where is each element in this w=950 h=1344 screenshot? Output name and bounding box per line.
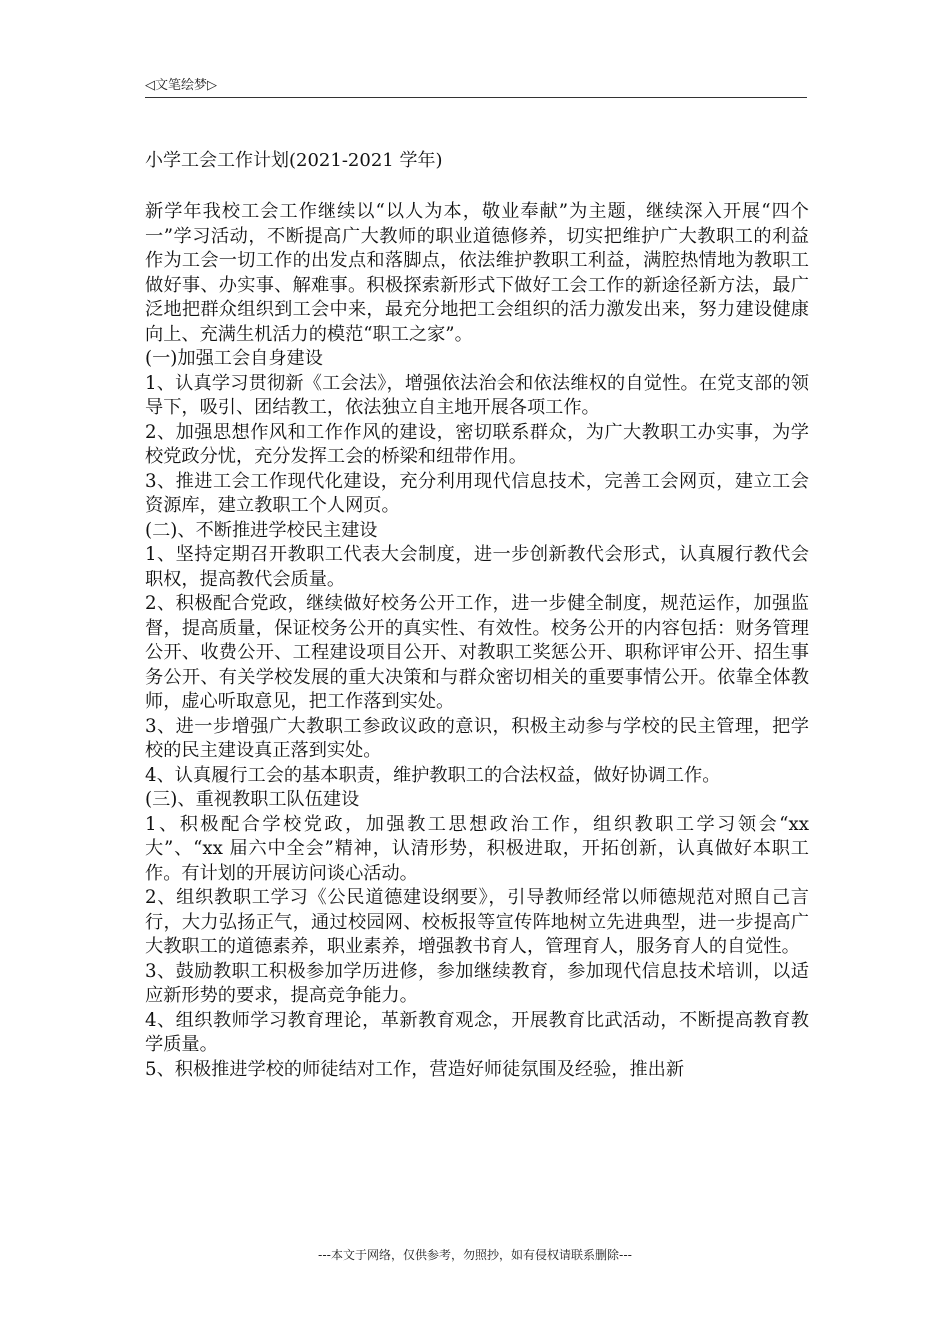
section-heading: (一)加强工会自身建设 [145,348,323,369]
page-footer: ---本文于网络，仅供参考，勿照抄，如有侵权请联系删除--- [318,1248,632,1262]
paragraph: 4、认真履行工会的基本职责，维护教职工的合法权益，做好协调工作。 [145,764,721,786]
paragraph: 2、组织教职工学习《公民道德建设纲要》，引导教师经常以师德规范对照自己言行，大力弘扬正气，通过校园网、校板报等宣传阵地树立先进典型，进一步提高广大教职工的道德素养，职业素养，增强教书育人，管理育人，服务育人的自觉性。 [145,887,809,957]
document-body [145,200,809,1082]
page-header: ◁文笔绘梦▷ [145,78,217,93]
section-heading: (三)、重视教职工队伍建设 [145,789,360,810]
paragraph: 4、组织教师学习教育理论，革新教育观念，开展教育比武活动，不断提高教育教学质量。 [145,1009,809,1055]
paragraph: 3、推进工会工作现代化建设，充分利用现代信息技术，完善工会网页，建立工会资源库，建立教职工个人网页。 [145,470,809,516]
paragraph: 2、加强思想作风和工作作风的建设，密切联系群众，为广大教职工办实事，为学校党政分忧，充分发挥工会的桥梁和纽带作用。 [145,421,809,467]
paragraph: 1、坚持定期召开教职工代表大会制度，进一步创新教代会形式，认真履行教代会职权，提高教代会质量。 [145,544,809,590]
paragraph: 5、积极推进学校的师徒结对工作，营造好师徒氛围及经验，推出新 [145,1058,685,1080]
section-heading: (二)、不断推进学校民主建设 [145,519,378,541]
paragraph: 3、鼓励教职工积极参加学历进修，参加继续教育，参加现代信息技术培训，以适应新形势的要求，提高竞争能力。 [145,960,809,1006]
paragraph: 2、积极配合党政，继续做好校务公开工作，进一步健全制度，规范运作，加强监督，提高质量，保证校务公开的真实性、有效性。校务公开的内容包括：财务管理公开、收费公开、工程建设项目公开、对教职工奖惩公开、职称评审公开、招生事务公开、有关学校发展的重大决策和与群众密切相关的重要事情公开。依靠全体教师，虚心听取意见，把工作落到实处。 [145,593,809,712]
paragraph: 3、进一步增强广大教职工参政议政的意识，积极主动参与学校的民主管理，把学校的民主建设真正落到实处。 [145,715,809,761]
paragraph: 1、认真学习贯彻新《工会法》，增强依法治会和依法维权的自觉性。在党支部的领导下，吸引、团结教工，依法独立自主地开展各项工作。 [145,372,809,418]
paragraph: 1、积极配合学校党政，加强教工思想政治工作，组织教职工学习领会“xx 大”、“xx 届六中全会”精神，认清形势，积极进取，开拓创新，认真做好本职工作。有计划的开展访问谈心活动。 [145,813,809,884]
document-title: 小学工会工作计划(2021-2021 学年) [145,150,443,171]
header-rule [145,97,807,98]
intro-paragraph: 新学年我校工会工作继续以“以人为本，敬业奉献”为主题，继续深入开展“四个一”学习活动，不断提高广大教师的职业道德修养，切实把维护广大教职工的利益作为工会一切工作的出发点和落脚点，依法维护教职工利益，满腔热情地为教职工做好事、办实事、解难事。积极探索新形式下做好工会工作的新途径新方法，最广泛地把群众组织到工会中来，最充分地把工会组织的活力激发出来，努力建设健康向上、充满生机活力的模范“职工之家”。 [145,201,809,345]
